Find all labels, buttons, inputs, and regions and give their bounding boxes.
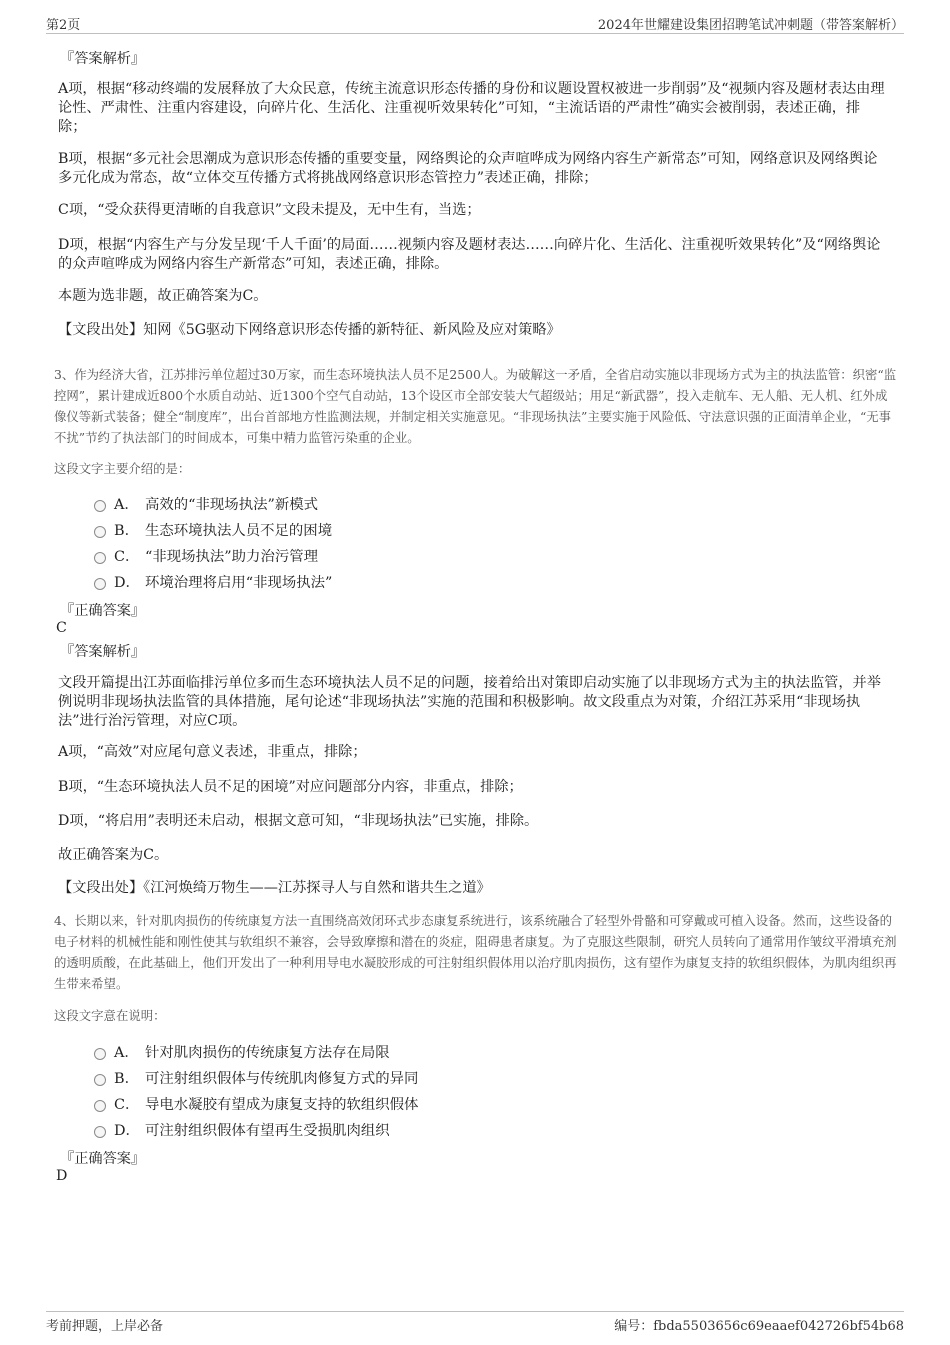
page-header (46, 14, 904, 34)
radio-button[interactable] (94, 500, 106, 512)
radio-button[interactable] (94, 1048, 106, 1060)
option-letter: C． (114, 549, 140, 565)
page-number: 第2页 (46, 18, 81, 33)
option-text: 高效的“非现场执法”新模式 (145, 497, 319, 513)
q3-source: 【文段出处】《江河焕绮万物生——江苏探寻人与自然和谐共生之道》 (58, 880, 491, 896)
q3-analysis-b: B项，“生态环境执法人员不足的困境”对应问题部分内容，非重点，排除； (58, 779, 523, 795)
q2-source: 【文段出处】知网《5G驱动下网络意识形态传播的新特征、新风险及应对策略》 (58, 322, 561, 338)
option-letter: C． (114, 1097, 140, 1113)
option-text: 可注射组织假体与传统肌肉修复方式的异同 (145, 1071, 419, 1087)
q2-analysis-b: B项，根据“多元社会思潮成为意识形态传播的重要变量，网络舆论的众声喧哗成为网络内容生产新常态”可知，网络意识及网络舆论多元化成为常态，故“立体交互传播方式将挑战网络意识形态管控力”表述正确，排除； (58, 151, 878, 186)
option-text: 生态环境执法人员不足的困境 (145, 523, 333, 539)
option-letter: B． (114, 1071, 139, 1087)
q4-stem: 4、长期以来，针对肌肉损伤的传统康复方法一直围绕高效闭环式步态康复系统进行，该系统融合了轻型外骨骼和可穿戴或可植入设备。然而，这些设备的电子材料的机械性能和刚性使其与软组织不兼容，会导致摩擦和潜在的炎症，阻碍患者康复。为了克服这些限制，研究人员转向了通常用作皱纹平滑填充剂的透明质酸，在此基础上，他们开发出了一种利用导电水凝胶形成的可注射组织假体用以治疗肌肉损伤，这有望作为康复支持的软组织假体，为肌肉组织再生带来希望。 (54, 913, 897, 991)
option-letter: B． (114, 523, 139, 539)
q3-conclusion: 故正确答案为C。 (58, 847, 169, 863)
q4-prompt: 这段文字意在说明： (54, 1008, 166, 1023)
radio-button[interactable] (94, 1126, 106, 1138)
radio-button[interactable] (94, 552, 106, 564)
option-text: 环境治理将启用“非现场执法” (145, 575, 333, 591)
page-footer (46, 1315, 904, 1335)
option-text: 导电水凝胶有望成为康复支持的软组织假体 (145, 1097, 419, 1113)
document-code: 编号：fbda5503656c69eaaef042726bf54b68 (614, 1319, 904, 1334)
q3-answer: C (56, 620, 67, 636)
radio-button[interactable] (94, 578, 106, 590)
radio-button[interactable] (94, 1100, 106, 1112)
footer-slogan: 考前押题，上岸必备 (46, 1319, 164, 1334)
q2-analysis-d: D项，根据“内容生产与分发呈现‘千人千面’的局面……视频内容及题材表达……向碎片化、生活化、注重视听效果转化”及“网络舆论的众声喧哗成为网络内容生产新常态”可知，表述正确，排除。 (58, 237, 881, 272)
option-letter: A． (114, 497, 139, 513)
option-text: “非现场执法”助力治污管理 (145, 549, 319, 565)
q2-conclusion: 本题为选非题，故正确答案为C。 (58, 288, 268, 304)
document-title: 2024年世耀建设集团招聘笔试冲刺题（带答案解析） (597, 18, 904, 33)
radio-button[interactable] (94, 1074, 106, 1086)
q3-prompt: 这段文字主要介绍的是： (54, 461, 191, 476)
footer-divider (46, 1311, 904, 1312)
q2-analysis-a: A项，根据“移动终端的发展释放了大众民意，传统主流意识形态传播的身份和议题设置权被进一步削弱”及“视频内容及题材表达由理论性、严肃性、注重内容建设，向碎片化、生活化、注重视听效果转化”可知，“主流话语的严肃性”确实会被削弱，表述正确，排除； (58, 81, 885, 135)
q2-analysis-c: C项，“受众获得更清晰的自我意识”文段未提及，无中生有，当选； (58, 202, 481, 218)
q3-stem: 3、作为经济大省，江苏排污单位超过30万家，而生态环境执法人员不足2500人。为破解这一矛盾，全省启动实施以非现场方式为主的执法监管：织密“监控网”，累计建成近800个水质自动站、近1300个空气自动站，13个设区市全部安装大气超级站；用足“新武器”，投入走航车、无人船、无人机、红外成像仪等新式装备；健全“制度库”，出台首部地方性监测法规，并制定相关实施意见。“非现场执法”主要实施于风险低、守法意识强的正面清单企业，“无事不扰”节约了执法部门的时间成本，可集中精力监管污染重的企业。 (54, 367, 897, 445)
q3-analysis-a: A项，“高效”对应尾句意义表述，非重点，排除； (58, 744, 367, 760)
q2-analysis-label: 『答案解析』 (60, 51, 146, 67)
q3-answer-label: 『正确答案』 (60, 603, 146, 619)
option-letter: D． (114, 575, 140, 591)
q4-answer-label: 『正确答案』 (60, 1151, 146, 1167)
q3-analysis-main: 文段开篇提出江苏面临排污单位多而生态环境执法人员不足的问题，接着给出对策即启动实施了以非现场方式为主的执法监管，并举例说明非现场执法监管的具体措施，尾句论述“非现场执法”实施的范围和积极影响。故文段重点为对策，介绍江苏采用“非现场执法”进行治污管理，对应C项。 (58, 675, 881, 729)
option-letter: D． (114, 1123, 140, 1139)
header-divider (46, 33, 904, 34)
radio-button[interactable] (94, 526, 106, 538)
option-text: 针对肌肉损伤的传统康复方法存在局限 (145, 1045, 390, 1061)
option-letter: A． (114, 1045, 139, 1061)
q4-answer: D (56, 1168, 68, 1184)
q3-analysis-d: D项，“将启用”表明还未启动，根据文意可知，“非现场执法”已实施，排除。 (58, 813, 539, 829)
q3-analysis-label: 『答案解析』 (60, 644, 146, 660)
option-text: 可注射组织假体有望再生受损肌肉组织 (145, 1123, 390, 1139)
